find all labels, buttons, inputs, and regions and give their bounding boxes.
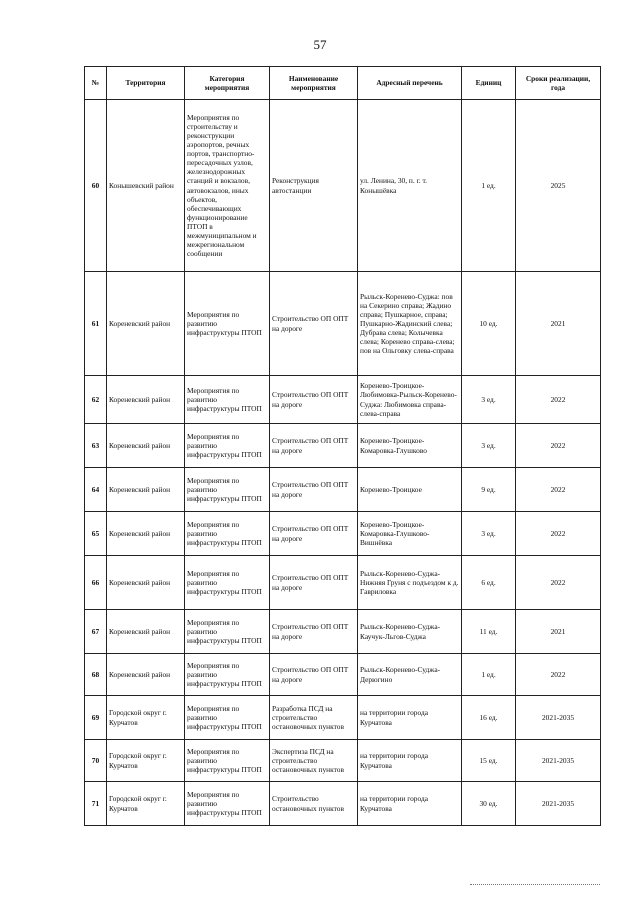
- cell-num: 70: [85, 740, 107, 782]
- cell-address: Рыльск-Коренево-Суджа: пов на Секерино справа; Жадино справа; Пушкарное, справа; Пушкарно-Жадинский слева; Дубрава слева; Колычевка слева; Коренево справа-слева; пов на Ольговку слева-справа: [358, 272, 462, 376]
- table-row: [85, 424, 601, 468]
- cell-num: 67: [85, 610, 107, 654]
- cell-term: 2021-2035: [516, 696, 601, 740]
- cell-num: 60: [85, 100, 107, 272]
- cell-term: 2022: [516, 424, 601, 468]
- cell-address: Коренево-Троицкое-Комаровка-Глушково: [358, 424, 462, 468]
- cell-name: Строительство ОП ОПТ на дороге: [270, 610, 358, 654]
- cell-territory: Кореневский район: [107, 610, 185, 654]
- cell-num: 62: [85, 376, 107, 424]
- cell-term: 2022: [516, 556, 601, 610]
- cell-territory: Кореневский район: [107, 512, 185, 556]
- cell-units: 1 ед.: [462, 654, 516, 696]
- cell-term: 2022: [516, 654, 601, 696]
- table-row: [85, 376, 601, 424]
- cell-category: Мероприятия по развитию инфраструктуры ПТОП: [185, 512, 270, 556]
- cell-name: Строительство ОП ОПТ на дороге: [270, 468, 358, 512]
- cell-address: на территории города Курчатова: [358, 696, 462, 740]
- cell-territory: Кореневский район: [107, 424, 185, 468]
- header-term: Сроки реализации, года: [516, 67, 601, 100]
- header-address: Адресный перечень: [358, 67, 462, 100]
- cell-units: 30 ед.: [462, 782, 516, 826]
- cell-category: Мероприятия по развитию инфраструктуры ПТОП: [185, 740, 270, 782]
- cell-territory: Кореневский район: [107, 654, 185, 696]
- header-units: Единиц: [462, 67, 516, 100]
- cell-units: 3 ед.: [462, 376, 516, 424]
- cell-category: Мероприятия по развитию инфраструктуры ПТОП: [185, 376, 270, 424]
- cell-category: Мероприятия по развитию инфраструктуры ПТОП: [185, 610, 270, 654]
- table-row: [85, 556, 601, 610]
- cell-num: 68: [85, 654, 107, 696]
- table-row: [85, 654, 601, 696]
- cell-name: Строительство ОП ОПТ на дороге: [270, 512, 358, 556]
- cell-term: 2021-2035: [516, 740, 601, 782]
- cell-territory: Конышевский район: [107, 100, 185, 272]
- cell-address: на территории города Курчатова: [358, 740, 462, 782]
- cell-category: Мероприятия по развитию инфраструктуры ПТОП: [185, 696, 270, 740]
- table-row: [85, 696, 601, 740]
- table-row: [85, 740, 601, 782]
- cell-address: Коренево-Троицкое-Комаровка-Глушково-Вишнёвка: [358, 512, 462, 556]
- cell-term: 2022: [516, 376, 601, 424]
- cell-name: Строительство ОП ОПТ на дороге: [270, 424, 358, 468]
- header-name: Наименование мероприятия: [270, 67, 358, 100]
- cell-units: 11 ед.: [462, 610, 516, 654]
- page-number: 57: [313, 37, 327, 52]
- cell-term: 2022: [516, 512, 601, 556]
- cell-territory: Кореневский район: [107, 468, 185, 512]
- table-row: [85, 100, 601, 272]
- cell-num: 63: [85, 424, 107, 468]
- cell-term: 2021: [516, 610, 601, 654]
- cell-category: Мероприятия по развитию инфраструктуры ПТОП: [185, 424, 270, 468]
- header-num: №: [85, 67, 107, 100]
- cell-territory: Городской округ г. Курчатов: [107, 740, 185, 782]
- cell-territory: Кореневский район: [107, 376, 185, 424]
- cell-num: 64: [85, 468, 107, 512]
- cell-territory: Городской округ г. Курчатов: [107, 696, 185, 740]
- cell-num: 65: [85, 512, 107, 556]
- cell-address: ул. Ленина, 30, п. г. т. Конышёвка: [358, 100, 462, 272]
- table-row: [85, 610, 601, 654]
- cell-territory: Городской округ г. Курчатов: [107, 782, 185, 826]
- cell-num: 69: [85, 696, 107, 740]
- cell-name: Строительство ОП ОПТ на дороге: [270, 272, 358, 376]
- cell-address: на территории города Курчатова: [358, 782, 462, 826]
- cell-name: Разработка ПСД на строительство остановочных пунктов: [270, 696, 358, 740]
- cell-name: Экспертиза ПСД на строительство остановочных пунктов: [270, 740, 358, 782]
- table-row: [85, 272, 601, 376]
- cell-num: 61: [85, 272, 107, 376]
- cell-units: 3 ед.: [462, 424, 516, 468]
- cell-name: Строительство ОП ОПТ на дороге: [270, 556, 358, 610]
- cell-units: 3 ед.: [462, 512, 516, 556]
- cell-num: 66: [85, 556, 107, 610]
- cell-name: Строительство ОП ОПТ на дороге: [270, 376, 358, 424]
- cell-category: Мероприятия по развитию инфраструктуры ПТОП: [185, 654, 270, 696]
- cell-term: 2021: [516, 272, 601, 376]
- cell-territory: Кореневский район: [107, 556, 185, 610]
- header-category: Категория мероприятия: [185, 67, 270, 100]
- cell-units: 16 ед.: [462, 696, 516, 740]
- cell-term: 2022: [516, 468, 601, 512]
- measures-table: [84, 66, 601, 826]
- cell-category: Мероприятия по строительству и реконструкции аэропортов, речных портов, транспортно-пересадочных узлов, железнодорожных станций и вокзалов, автовокзалов, иных объектов, обеспечивающих функционирование ПТОП в межмуниципальном и межрегиональном сообщении: [185, 100, 270, 272]
- cell-address: Рыльск-Коренево-Суджа-Дерюгино: [358, 654, 462, 696]
- table-row: [85, 468, 601, 512]
- cell-category: Мероприятия по развитию инфраструктуры ПТОП: [185, 782, 270, 826]
- cell-address: Коренево-Троицкое: [358, 468, 462, 512]
- cell-units: 6 ед.: [462, 556, 516, 610]
- cell-term: 2021-2035: [516, 782, 601, 826]
- cell-name: Реконструкция автостанции: [270, 100, 358, 272]
- cell-num: 71: [85, 782, 107, 826]
- cell-address: Рыльск-Коренево-Суджа-Нижняя Груня с подъездом к д. Гавриловка: [358, 556, 462, 610]
- table-row: [85, 512, 601, 556]
- cell-address: Коренево-Троицкое-Любимовка-Рыльск-Коренево-Суджа: Любимовка справа-слева-справа: [358, 376, 462, 424]
- cell-address: Рыльск-Коренево-Суджа-Каучук-Льгов-Суджа: [358, 610, 462, 654]
- header-territory: Территория: [107, 67, 185, 100]
- table-header-row: [85, 67, 601, 100]
- cell-category: Мероприятия по развитию инфраструктуры ПТОП: [185, 468, 270, 512]
- cell-units: 1 ед.: [462, 100, 516, 272]
- cell-name: Строительство ОП ОПТ на дороге: [270, 654, 358, 696]
- cell-units: 9 ед.: [462, 468, 516, 512]
- cell-category: Мероприятия по развитию инфраструктуры ПТОП: [185, 556, 270, 610]
- cell-term: 2025: [516, 100, 601, 272]
- cell-category: Мероприятия по развитию инфраструктуры ПТОП: [185, 272, 270, 376]
- scan-dotted-line: [470, 884, 600, 885]
- cell-units: 10 ед.: [462, 272, 516, 376]
- cell-name: Строительство остановочных пунктов: [270, 782, 358, 826]
- cell-territory: Кореневский район: [107, 272, 185, 376]
- table-row: [85, 782, 601, 826]
- cell-units: 15 ед.: [462, 740, 516, 782]
